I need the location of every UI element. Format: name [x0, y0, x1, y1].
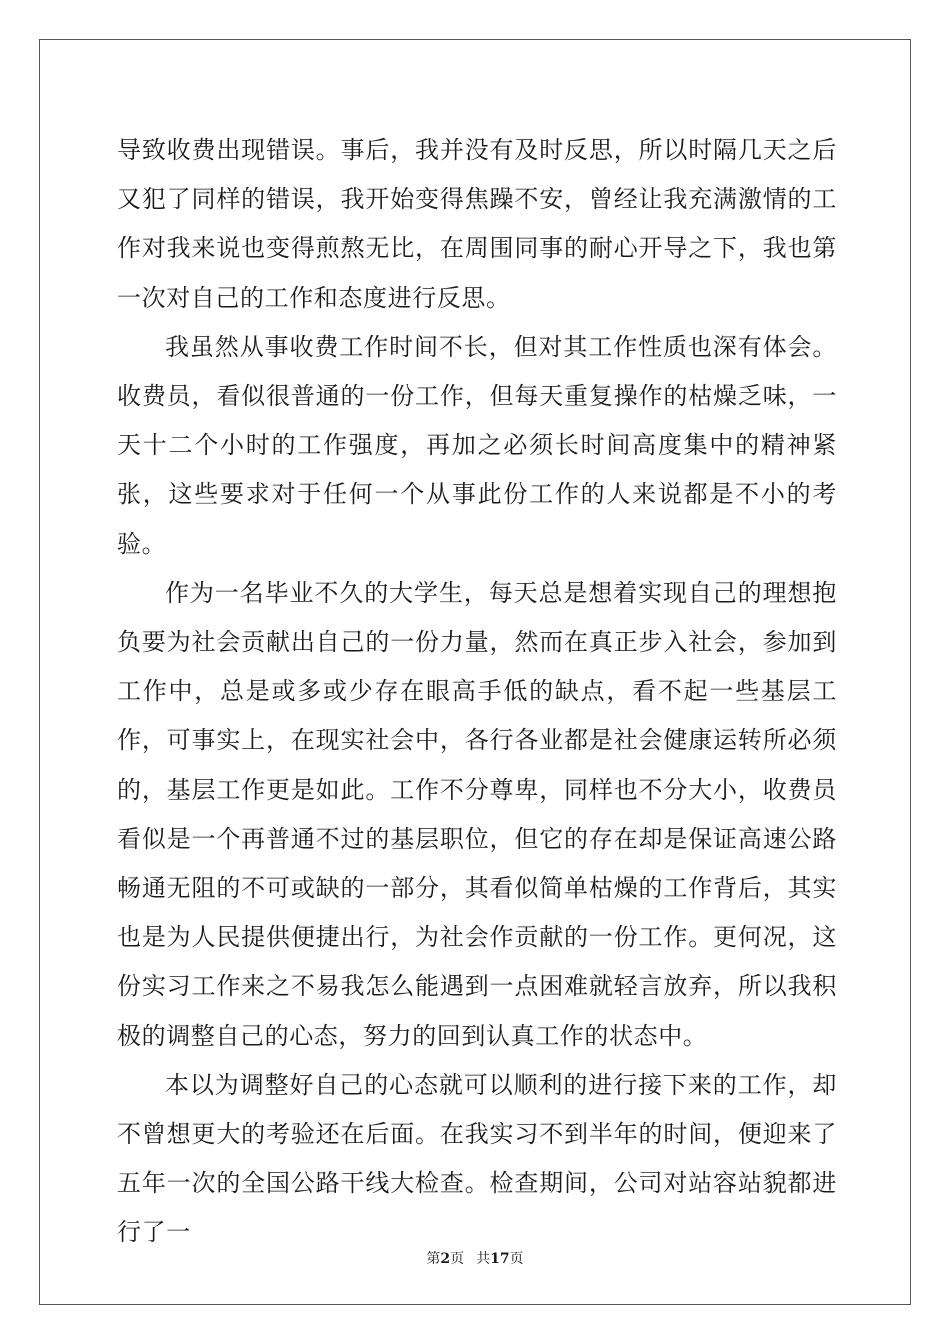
- paragraph: 本以为调整好自己的心态就可以顺利的进行接下来的工作，却不曾想更大的考验还在后面。在我实习不到半年的时间，便迎来了五年一次的全国公路干线大检查。检查期间，公司对站容站貌都进行了一: [117, 1070, 837, 1247]
- page-number-indicator: [426, 1251, 464, 1267]
- page-number: 2: [440, 1251, 451, 1267]
- paragraph: 我虽然从事收费工作时间不长，但对其工作性质也深有体会。收费员，看似很普通的一份工作，但每天重复操作的枯燥乏味，一天十二个小时的工作强度，再加之必须长时间高度集中的精神紧张，这些要求对于任何一个从事此份工作的人来说都是不小的考验。: [117, 332, 837, 558]
- page-footer: [0, 1248, 950, 1268]
- page-suffix: 页: [450, 1251, 465, 1267]
- document-body: [117, 126, 837, 1258]
- page-prefix: 第: [426, 1251, 441, 1267]
- total-prefix: 共: [476, 1251, 491, 1267]
- total-suffix: 页: [509, 1251, 524, 1267]
- total-pages-indicator: [476, 1251, 523, 1267]
- paragraph-continued: 导致收费出现错误。事后，我并没有及时反思，所以时隔几天之后又犯了同样的错误，我开始变得焦躁不安，曾经让我充满激情的工作对我来说也变得煎熬无比，在周围同事的耐心开导之下，我也第一次对自己的工作和态度进行反思。: [117, 136, 837, 312]
- paragraph: 作为一名毕业不久的大学生，每天总是想着实现自己的理想抱负要为社会贡献出自己的一份力量，然而在真正步入社会，参加到工作中，总是或多或少存在眼高手低的缺点，看不起一些基层工作，可事实上，在现实社会中，各行各业都是社会健康运转所必须的，基层工作更是如此。工作不分尊卑，同样也不分大小，收费员看似是一个再普通不过的基层职位，但它的存在却是保证高速公路畅通无阻的不可或缺的一部分，其看似简单枯燥的工作背后，其实也是为人民提供便捷出行，为社会作贡献的一份工作。更何况，这份实习工作来之不易我怎么能遇到一点困难就轻言放弃，所以我积极的调整自己的心态，努力的回到认真工作的状态中。: [117, 578, 837, 1050]
- total-pages: 17: [490, 1251, 510, 1267]
